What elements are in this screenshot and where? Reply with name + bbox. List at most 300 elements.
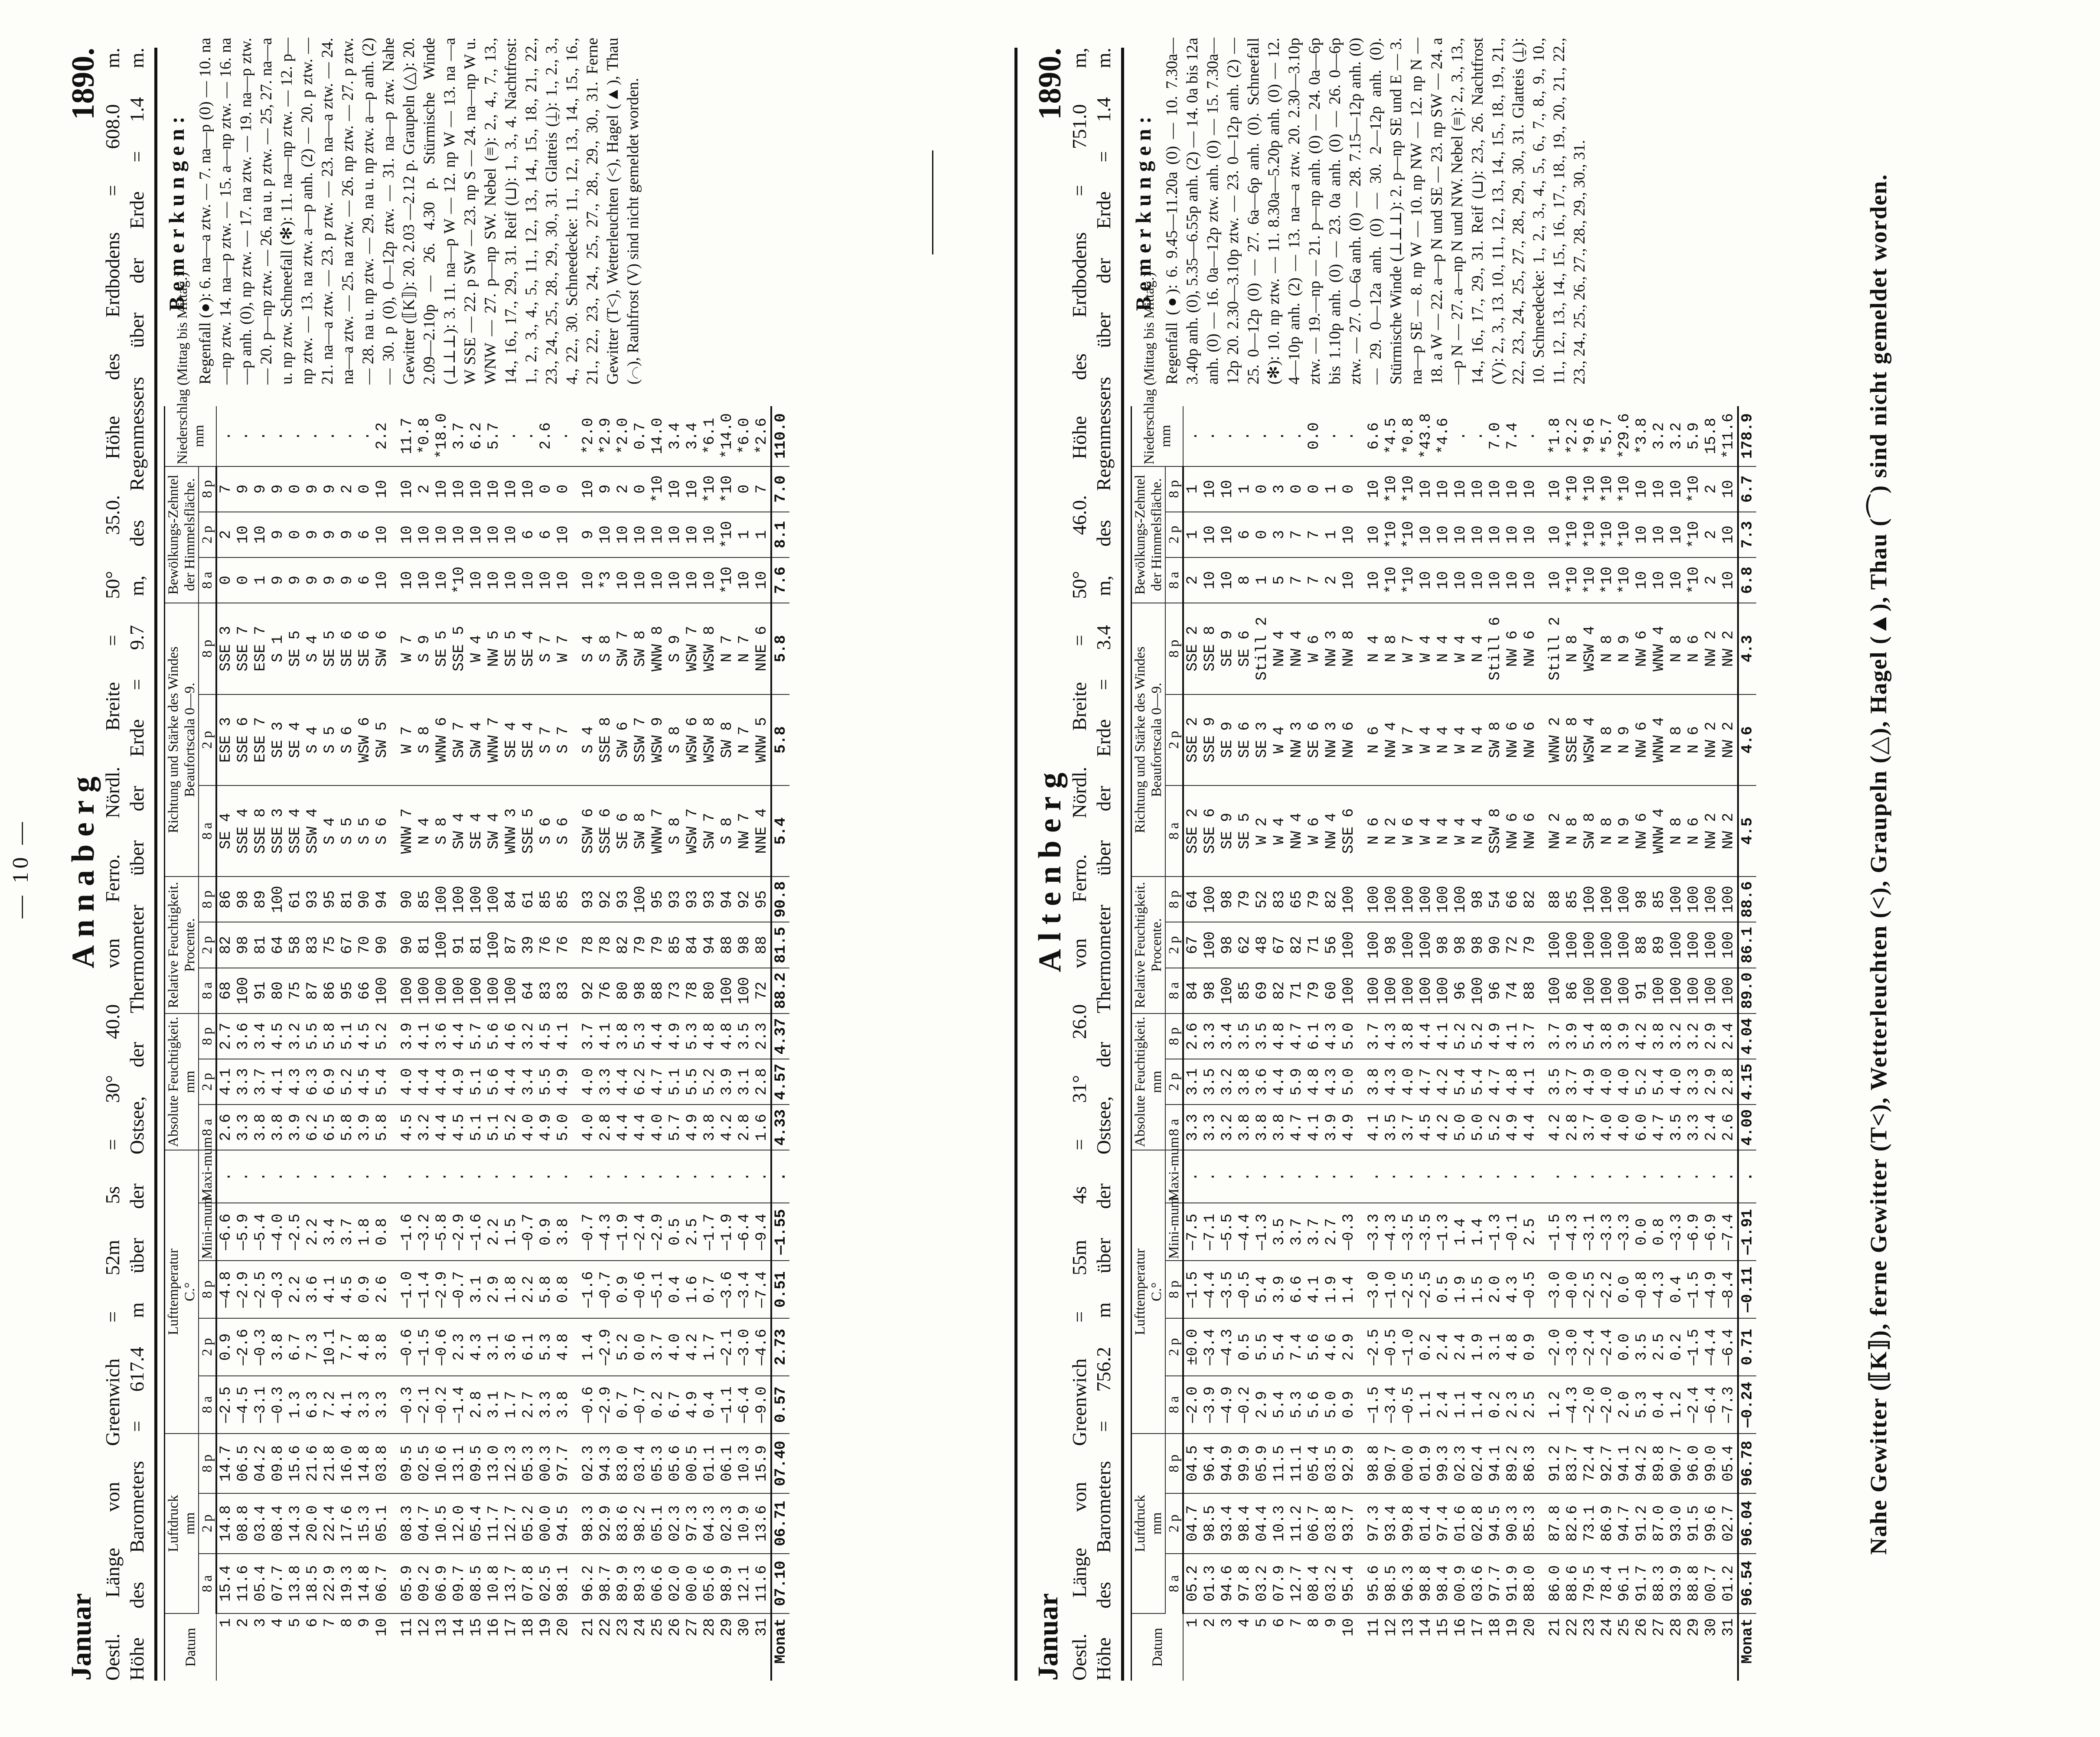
table-cell: 2	[1702, 557, 1720, 603]
table-cell: 100	[718, 968, 736, 1014]
table-cell: —0.1	[1504, 1203, 1521, 1261]
table-cell: 78	[580, 922, 597, 968]
table-cell: 1.9	[1469, 1318, 1487, 1376]
table-cell: 0.9	[216, 1318, 235, 1376]
table-cell: 100	[1720, 968, 1738, 1014]
table-cell: 3.8	[1598, 1014, 1616, 1059]
table-cell: S 4	[304, 694, 321, 785]
table-cell: N 4	[1469, 694, 1487, 785]
table-cell: 3.3	[235, 1105, 252, 1150]
table-cell: 3.7	[649, 1318, 666, 1376]
table-cell: *10	[450, 557, 468, 603]
table-cell: 100	[1365, 968, 1383, 1014]
table-cell: 09.5	[468, 1434, 485, 1493]
table-cell: 3.2	[1219, 1105, 1236, 1150]
table-cell: SW 6	[373, 603, 391, 694]
table-cell: 93	[580, 877, 597, 922]
station-title: Annaberg	[65, 769, 101, 968]
table-cell: SE 5	[1236, 785, 1253, 877]
table-cell: 7.7	[339, 1318, 356, 1376]
table-cell: 05.2	[520, 1493, 537, 1553]
table-cell: 98	[1219, 877, 1236, 922]
table-cell: —7.5	[1183, 1203, 1201, 1261]
table-cell	[1539, 877, 1546, 922]
table-cell: 98	[1633, 877, 1650, 922]
table-cell: 1	[736, 512, 753, 557]
table-cell: 100	[502, 968, 520, 1014]
table-cell: 99.9	[1236, 1434, 1253, 1493]
table-cell: 2.4	[1702, 1105, 1720, 1150]
col-bewoelkung: Bewölkungs-Zehntel der Himmelsfläche.	[1132, 466, 1166, 603]
table-cell: 5.3	[1288, 1376, 1305, 1434]
table-cell: 09.5	[398, 1434, 416, 1493]
table-cell: 10	[753, 557, 771, 603]
table-cell: 4.4	[416, 1059, 433, 1105]
table-cell: 10	[1340, 557, 1357, 603]
table-cell: 5.4	[1469, 1059, 1487, 1105]
table-cell: 10	[235, 512, 252, 557]
table-cell: .	[736, 1150, 753, 1203]
table-cell: NW 6	[1521, 694, 1539, 785]
table-cell: 4.9	[450, 1059, 468, 1105]
table-cell: 90	[1487, 922, 1504, 968]
table-cell: 5.1	[339, 1014, 356, 1059]
table-cell: 10.1	[321, 1318, 339, 1376]
table-cell: .	[1504, 1150, 1521, 1203]
table-cell: 96.3	[1400, 1554, 1417, 1613]
table-cell: 3.3	[597, 1059, 614, 1105]
table-cell: 06.7	[1305, 1493, 1323, 1553]
table-cell: *10	[1598, 466, 1616, 512]
table-cell: 75	[321, 922, 339, 968]
table-cell: 0	[287, 466, 304, 512]
table-cell: —2.0	[1183, 1376, 1201, 1434]
subcol-8p: 8 p	[199, 1014, 216, 1059]
table-row	[1201, 406, 1219, 1681]
table-cell: 9	[269, 512, 287, 557]
table-cell: 81	[468, 922, 485, 968]
table-cell: 0.0	[1616, 1261, 1633, 1318]
table-cell: 10	[1633, 512, 1650, 557]
table-cell: .	[753, 1150, 771, 1203]
table-cell: 4.0	[580, 1105, 597, 1150]
table-cell: 89	[252, 877, 269, 922]
table-cell: 3.9	[1323, 1105, 1340, 1150]
table-cell: N 9	[1616, 603, 1633, 694]
table-cell: 1.4	[1340, 1261, 1357, 1318]
table-cell: 10	[580, 557, 597, 603]
table-cell: 04.7	[1183, 1493, 1201, 1553]
table-cell	[1357, 922, 1365, 968]
date-cell: 22	[1564, 1618, 1581, 1636]
table-cell: 07.8	[520, 1554, 537, 1613]
table-cell: 98.9	[718, 1554, 736, 1613]
table-cell: 3.7	[252, 1059, 269, 1105]
table-cell: 10	[373, 557, 391, 603]
table-cell: W 7	[398, 603, 416, 694]
table-cell	[1539, 1150, 1546, 1203]
table-cell: 6.2	[304, 1105, 321, 1150]
table-cell: 5.2	[1487, 1105, 1504, 1150]
date-cell	[1357, 1613, 1365, 1681]
table-cell: 89.0	[1738, 968, 1756, 1014]
date-cell: 15	[468, 1618, 485, 1636]
table-row	[537, 406, 554, 1681]
col-lufttemperatur: Lufttemperatur C.°	[165, 1150, 199, 1433]
table-cell	[391, 1554, 398, 1613]
table-cell: S 5	[321, 694, 339, 785]
table-cell: 78.4	[1598, 1554, 1616, 1613]
table-cell: —6.9	[1685, 1203, 1702, 1261]
table-cell: 91.2	[1633, 1493, 1650, 1553]
table-cell: —0.7	[520, 1203, 537, 1261]
table-cell: *0.8	[416, 406, 433, 466]
table-cell: 5.0	[1340, 1014, 1357, 1059]
table-cell: 98	[235, 922, 252, 968]
table-cell: —3.9	[1201, 1376, 1219, 1434]
table-cell: —3.0	[1365, 1261, 1383, 1318]
table-cell	[572, 785, 580, 877]
table-cell: —0.7	[450, 1261, 468, 1318]
table-cell: 2.4	[1720, 1014, 1738, 1059]
table-cell: —0.7	[580, 1203, 597, 1261]
table-cell: 4.1	[1305, 1261, 1323, 1318]
date-cell: 30	[736, 1618, 753, 1636]
table-cell: .	[1598, 1150, 1616, 1203]
table-cell: 2.7	[520, 1376, 537, 1434]
table-cell: .	[554, 1150, 572, 1203]
table-cell: 15.9	[753, 1434, 771, 1493]
date-cell: 21	[1546, 1618, 1564, 1636]
table-cell: 05.4	[1720, 1434, 1738, 1493]
table-cell: 89.3	[632, 1554, 649, 1613]
table-cell: 2.6	[1720, 1105, 1738, 1150]
table-cell: 85	[554, 877, 572, 922]
table-cell: 100	[1546, 968, 1564, 1014]
table-cell: —5.1	[649, 1261, 666, 1318]
table-cell: 10	[450, 512, 468, 557]
table-cell: Still 6	[1487, 603, 1504, 694]
table-cell: 5.4	[1650, 1059, 1668, 1105]
table-cell	[1357, 1434, 1365, 1493]
table-row	[1435, 406, 1452, 1681]
table-cell: —5.5	[1219, 1203, 1236, 1261]
table-cell: 3.8	[1365, 1059, 1383, 1105]
table-cell: 88.0	[1521, 1554, 1539, 1613]
table-cell: 96.2	[580, 1554, 597, 1613]
table-cell: 4.4	[632, 1105, 649, 1150]
table-cell: —2.5	[1365, 1318, 1383, 1376]
table-cell: 10	[373, 466, 391, 512]
table-cell: SE 6	[356, 603, 373, 694]
table-cell: 88	[1546, 877, 1564, 922]
table-cell: 00.7	[1702, 1554, 1720, 1613]
date-cell: 1	[217, 1618, 235, 1627]
table-row	[614, 406, 632, 1681]
table-cell: 99.0	[1702, 1434, 1720, 1493]
table-cell: 10	[502, 466, 520, 512]
table-cell: 03.4	[252, 1493, 269, 1553]
table-cell: 3.7	[1400, 1105, 1417, 1150]
table-cell: .	[1546, 1150, 1564, 1203]
table-cell: 86.0	[1546, 1554, 1564, 1613]
table-cell: 4.5	[537, 1014, 554, 1059]
table-cell: —1.9	[614, 1203, 632, 1261]
table-cell: SSE 6	[235, 694, 252, 785]
table-cell: 3.7	[339, 1203, 356, 1261]
table-cell: S 4	[304, 603, 321, 694]
table-cell: .	[321, 406, 339, 466]
table-cell: 0.9	[356, 1261, 373, 1318]
table-cell: 01.2	[1720, 1554, 1738, 1613]
table-cell: N 8	[1383, 603, 1400, 694]
table-cell: 97.7	[554, 1434, 572, 1493]
table-cell: 3.4	[666, 406, 684, 466]
table-cell: WSW 6	[356, 694, 373, 785]
table-cell: .	[269, 1150, 287, 1203]
date-cell: 13	[1400, 1618, 1417, 1636]
table-cell: 4.5	[339, 1261, 356, 1318]
table-cell: 07.40	[771, 1434, 789, 1493]
table-cell: 100	[1720, 877, 1738, 922]
table-cell: 7.3	[304, 1318, 321, 1376]
station-title: Altenberg	[1032, 765, 1068, 972]
subcol-8a: 8 a	[199, 1554, 216, 1613]
table-cell: .	[1469, 1150, 1487, 1203]
table-cell: WNW 8	[649, 603, 666, 694]
table-cell: 4.2	[1435, 1059, 1452, 1105]
table-cell: 88.6	[1738, 877, 1756, 922]
col-wind: Richtung und Stärke des Windes Beaufortscala 0—9.	[165, 603, 199, 877]
table-cell: .	[520, 1150, 537, 1203]
table-row	[1720, 406, 1738, 1681]
table-cell: 4.00	[1738, 1105, 1756, 1150]
table-cell: 85	[1236, 968, 1253, 1014]
table-cell: 90.7	[1668, 1434, 1685, 1493]
decade-separator	[572, 406, 580, 1681]
station-coordinates: Oestl. Länge von Greenwich = 55m 4s = 31° 26.0 von Ferro. Nördl. Breite = 50° 46.0. Höhe des Erdbodens = 751.0 m,	[1068, 48, 1090, 1681]
table-cell: .	[1288, 1150, 1305, 1203]
table-cell: —3.0	[736, 1318, 753, 1376]
table-cell: .	[398, 1150, 416, 1203]
table-cell: S 7	[537, 694, 554, 785]
table-cell: 4.5	[269, 1014, 287, 1059]
table-cell: —2.9	[450, 1203, 468, 1261]
table-cell: —0.8	[1633, 1261, 1650, 1318]
table-cell: 94.1	[1616, 1434, 1633, 1493]
table-cell: —9.0	[753, 1376, 771, 1434]
table-cell: 3.1	[485, 1318, 502, 1376]
table-cell: 5.8	[339, 1105, 356, 1150]
table-cell: 10	[701, 512, 718, 557]
table-cell: 0.7	[614, 1376, 632, 1434]
table-cell: 3.1	[485, 1376, 502, 1434]
table-cell: W 2	[1253, 785, 1271, 877]
table-cell: 10	[684, 466, 701, 512]
table-cell: 3.3	[1201, 1105, 1219, 1150]
table-cell: N 9	[1616, 785, 1633, 877]
table-cell: 5.5	[684, 1059, 701, 1105]
table-cell: 10	[632, 557, 649, 603]
table-row	[597, 406, 614, 1681]
date-cell: 28	[1668, 1618, 1685, 1636]
table-cell	[1539, 1376, 1546, 1434]
table-cell: SE 6	[339, 603, 356, 694]
table-cell: 0	[235, 557, 252, 603]
table-cell: *10	[1616, 557, 1633, 603]
table-cell: 98.8	[1417, 1554, 1435, 1613]
table-cell: 5.2	[373, 1014, 391, 1059]
table-cell: 3.2	[1685, 1014, 1702, 1059]
table-row	[666, 406, 684, 1681]
table-cell: .	[1271, 406, 1288, 466]
table-cell: .	[450, 1150, 468, 1203]
table-cell: —1.6	[398, 1203, 416, 1261]
table-cell: 5.1	[485, 1105, 502, 1150]
table-cell: —6.6	[216, 1203, 235, 1261]
table-cell: 2.2	[287, 1261, 304, 1318]
table-cell: 0	[736, 466, 753, 512]
table-cell: —3.3	[1598, 1203, 1616, 1261]
table-row	[252, 406, 269, 1681]
subcol-8a: 8 a	[199, 785, 216, 877]
table-cell: 3.7	[1564, 1059, 1581, 1105]
table-cell: 05.1	[373, 1493, 391, 1553]
table-cell: 81	[339, 877, 356, 922]
table-cell: 82	[614, 922, 632, 968]
table-cell: —2.9	[235, 1261, 252, 1318]
table-cell: N 4	[416, 785, 433, 877]
date-cell: 15	[1435, 1618, 1452, 1636]
table-cell: 06.6	[649, 1554, 666, 1613]
table-cell: 1.9	[1452, 1261, 1469, 1318]
table-cell: 6.2	[468, 406, 485, 466]
table-cell: 93	[614, 877, 632, 922]
table-cell: —2.0	[1546, 1318, 1564, 1376]
table-cell: —4.4	[1201, 1261, 1219, 1318]
table-cell: 4.5	[356, 1059, 373, 1105]
table-cell: 2.9	[1702, 1014, 1720, 1059]
table-cell: 0.2	[1668, 1318, 1685, 1376]
table-cell: 72.4	[1581, 1434, 1598, 1493]
table-cell: 100	[1598, 968, 1616, 1014]
table-cell: 100	[1616, 922, 1633, 968]
remarks-text: Regenfall (●): 6. 9.45—11.20a (0) — 10. 7.30a—3.40p anh. (0), 5.35—6.55p anh. (2) — 14. 0a bis 12a anh. (0) — 16. 0a—12p ztw. anh. (0) — 15. 7.30a—12p 20. 2.30—3.10p ztw. — 23. 0—12p anh. (2) — 25. 0—12p (0) — 27. 6a—6p anh. (0). Schneefall (✻): 10. np ztw. — 11. 8.30a—5.20p anh. (0) — 12. 4—10p anh. (2) — 13. na—a ztw. 20. 2.30—3.10p ztw. — 19.—np — 21. p—np anh. (0) — 24. 0a—6p bis 1.10p anh. (0) — 23. 0a anh. (0) — 26. 0—6p ztw. — 27. 0—6a anh. (0) — 28. 7.15—12p anh. (0) — 29. 0—12a anh. (0) — 30. 2—12p anh. (0). Stürmische Winde (⊥⊥⊥): 2. p—np SE und E — 3. na—p SE — 8. np W — 10. np NW — 12. np N — 18. a W — 22. a—p N und SE — 23. np SW — 24. a—p N — 27. a—np N und NW. Nebel (≡): 2., 3., 13., 14., 16., 17., 29., 31. Reif (⊔): 23., 26. Nachtfrost (V): 2., 3., 13. 10., 11., 12., 13., 14., 15., 18., 19., 21., 22., 23., 24., 25., 27., 28., 29., 30., 31. Glatteis (⍊): 10. Schneedecke: 1., 2., 3., 4., 5., 6., 7., 8., 9., 10., 11., 12., 13., 14., 15., 16., 17., 18., 19., 20., 21., 22., 23., 24., 25., 26., 27., 28., 29., 30., 31.	[1163, 38, 1588, 385]
table-cell: 7.0	[771, 466, 789, 512]
table-cell: 95.4	[1340, 1554, 1357, 1613]
table-cell: 3.9	[356, 1105, 373, 1150]
table-cell: 1.8	[356, 1203, 373, 1261]
table-cell: 96.78	[1738, 1434, 1756, 1493]
table-cell: —1.6	[580, 1261, 597, 1318]
table-cell: .	[684, 1150, 701, 1203]
table-cell: WNW 2	[1546, 694, 1564, 785]
date-cell: 26	[666, 1618, 684, 1636]
table-cell: 4.3	[1383, 1059, 1400, 1105]
table-cell: 10	[1633, 466, 1650, 512]
table-cell: 4.57	[771, 1059, 789, 1105]
table-cell: N 8	[1598, 603, 1616, 694]
table-cell: N 7	[736, 603, 753, 694]
table-cell: —3.5	[1219, 1261, 1236, 1318]
table-cell: 100	[433, 877, 450, 922]
table-row	[580, 406, 597, 1681]
table-cell: 3.1	[1183, 1059, 1201, 1105]
table-row	[1236, 406, 1253, 1681]
table-cell: 2.9	[1340, 1318, 1357, 1376]
table-cell: —3.4	[1383, 1376, 1400, 1434]
table-cell: SSW 4	[304, 785, 321, 877]
table-cell: 04.5	[1183, 1434, 1201, 1493]
table-cell: .	[216, 406, 235, 466]
table-row	[1469, 406, 1487, 1681]
table-cell: SSW 8	[1487, 785, 1504, 877]
table-cell: 3.9	[287, 1105, 304, 1150]
table-cell: 94	[701, 922, 718, 968]
table-cell: 4.3	[287, 1059, 304, 1105]
table-cell: 08.4	[269, 1493, 287, 1553]
subcol-8a: 8 a	[1165, 1105, 1183, 1150]
table-cell: .	[1383, 1150, 1400, 1203]
table-cell	[1539, 785, 1546, 877]
table-cell: 100	[468, 968, 485, 1014]
table-cell: 3.8	[1236, 1105, 1253, 1150]
table-cell: 94.3	[597, 1434, 614, 1493]
table-cell: 10	[1435, 557, 1452, 603]
table-cell: 3.9	[1564, 1014, 1581, 1059]
table-cell: SW 7	[450, 694, 468, 785]
table-cell: 100	[433, 922, 450, 968]
table-cell: 5.0	[1452, 1105, 1469, 1150]
table-cell: 5.0	[1469, 1105, 1487, 1150]
table-cell: 95	[339, 968, 356, 1014]
table-cell: 73.1	[1581, 1493, 1598, 1553]
date-cell: 8	[339, 1618, 356, 1627]
table-cell: S 7	[537, 603, 554, 694]
table-cell: 5.5	[304, 1014, 321, 1059]
subcol-8p: 8 p	[1165, 1014, 1183, 1059]
subcol-8a: 8 a	[1165, 968, 1183, 1014]
table-cell: 3.5	[1668, 1105, 1685, 1150]
table-row	[1271, 406, 1288, 1681]
table-cell: WSW 4	[1581, 694, 1598, 785]
table-cell: SW 7	[614, 603, 632, 694]
table-cell: .	[1581, 1150, 1598, 1203]
table-cell: .	[1738, 1150, 1756, 1203]
table-cell: 6.1	[1305, 1014, 1323, 1059]
table-cell: 4.5	[356, 1014, 373, 1059]
table-cell: N 6	[1685, 694, 1702, 785]
table-cell: 10	[1521, 557, 1539, 603]
col-bewoelkung: Bewölkungs-Zehntel der Himmelsfläche.	[165, 466, 199, 603]
table-cell: WSW 8	[701, 603, 718, 694]
table-cell: SSW 7	[632, 694, 649, 785]
table-row	[753, 406, 771, 1681]
table-cell: S 8	[433, 785, 450, 877]
date-cell: 6	[304, 1618, 321, 1627]
date-cell: 10	[373, 1618, 391, 1636]
footer-note: Nahe Gewitter (⟦K⟧), ferne Gewitter (T<), Wetterleuchten (<), Graupeln (△), Hagel (▲), Thau (⌒) sind nicht gemeldet worden.	[1865, 173, 1891, 1555]
table-cell	[1539, 406, 1546, 466]
table-cell: SW 8	[632, 785, 649, 877]
table-cell: —1.55	[771, 1203, 789, 1261]
table-cell: WNW 4	[1650, 785, 1668, 877]
table-cell: 100	[450, 877, 468, 922]
table-cell: 80	[614, 968, 632, 1014]
remarks-text: Regenfall (●): 6. na—a ztw. — 7. na—p (0) — 10. na—np ztw. 14. na—p ztw. — 15. a—np ztw. — 16. na—p anh. (0), np ztw. — 17. na ztw. — 19. na—p ztw. — 20. p—np ztw. — 26. na u. p ztw. — 25, 27. na—a u. np ztw. Schneefall (✻): 11. na—np ztw. — 12. p—np ztw. — 13. na ztw. a—p anh. (2) — 20. p ztw. — 21. na—a ztw. — 23. p ztw. — 23. na—a ztw. — 24. na—a ztw. — 25. na ztw. — 26. np ztw. — 27. p ztw. — 28. na u. np ztw. — 29. na u. np ztw. a—p anh. (2) — 30. p (0), 0—12p ztw. — 31. na—p ztw. Nahe Gewitter (⟦K⟧): 20. 2.03 —2.12 p. Graupeln (△): 20. 2.09—2.10p — 26. 4.30 p. Stürmische Winde (⊥⊥⊥): 3. 11. na—p W — 12. np W — 13. na —a W SSE — 22. p SW — 23. np S — 24. na—np W u. WNW — 27. p—np SW. Nebel (≡): 2., 4., 7., 13., 14., 16., 17., 29., 31. Reif (⊔): 1., 3., 4. Nachtfrost: 1., 2., 3., 4., 5., 11., 12., 13., 14., 15., 18., 21., 22., 23., 24., 25., 28., 29., 30., 31. Glatteis (⍊): 1., 2., 3., 4., 22., 30. Schneedecke: 11., 12., 13., 14., 15., 16., 21., 22., 23., 24., 25., 27., 28., 29., 30., 31. Ferne Gewitter (T<), Wetterleuchten (<), Hagel (▲), Thau (⌒), Rauhfrost (V) sind nicht gemeldet worden.	[196, 38, 642, 385]
table-cell: 100	[1616, 968, 1633, 1014]
table-cell: 98.5	[1201, 1493, 1219, 1553]
